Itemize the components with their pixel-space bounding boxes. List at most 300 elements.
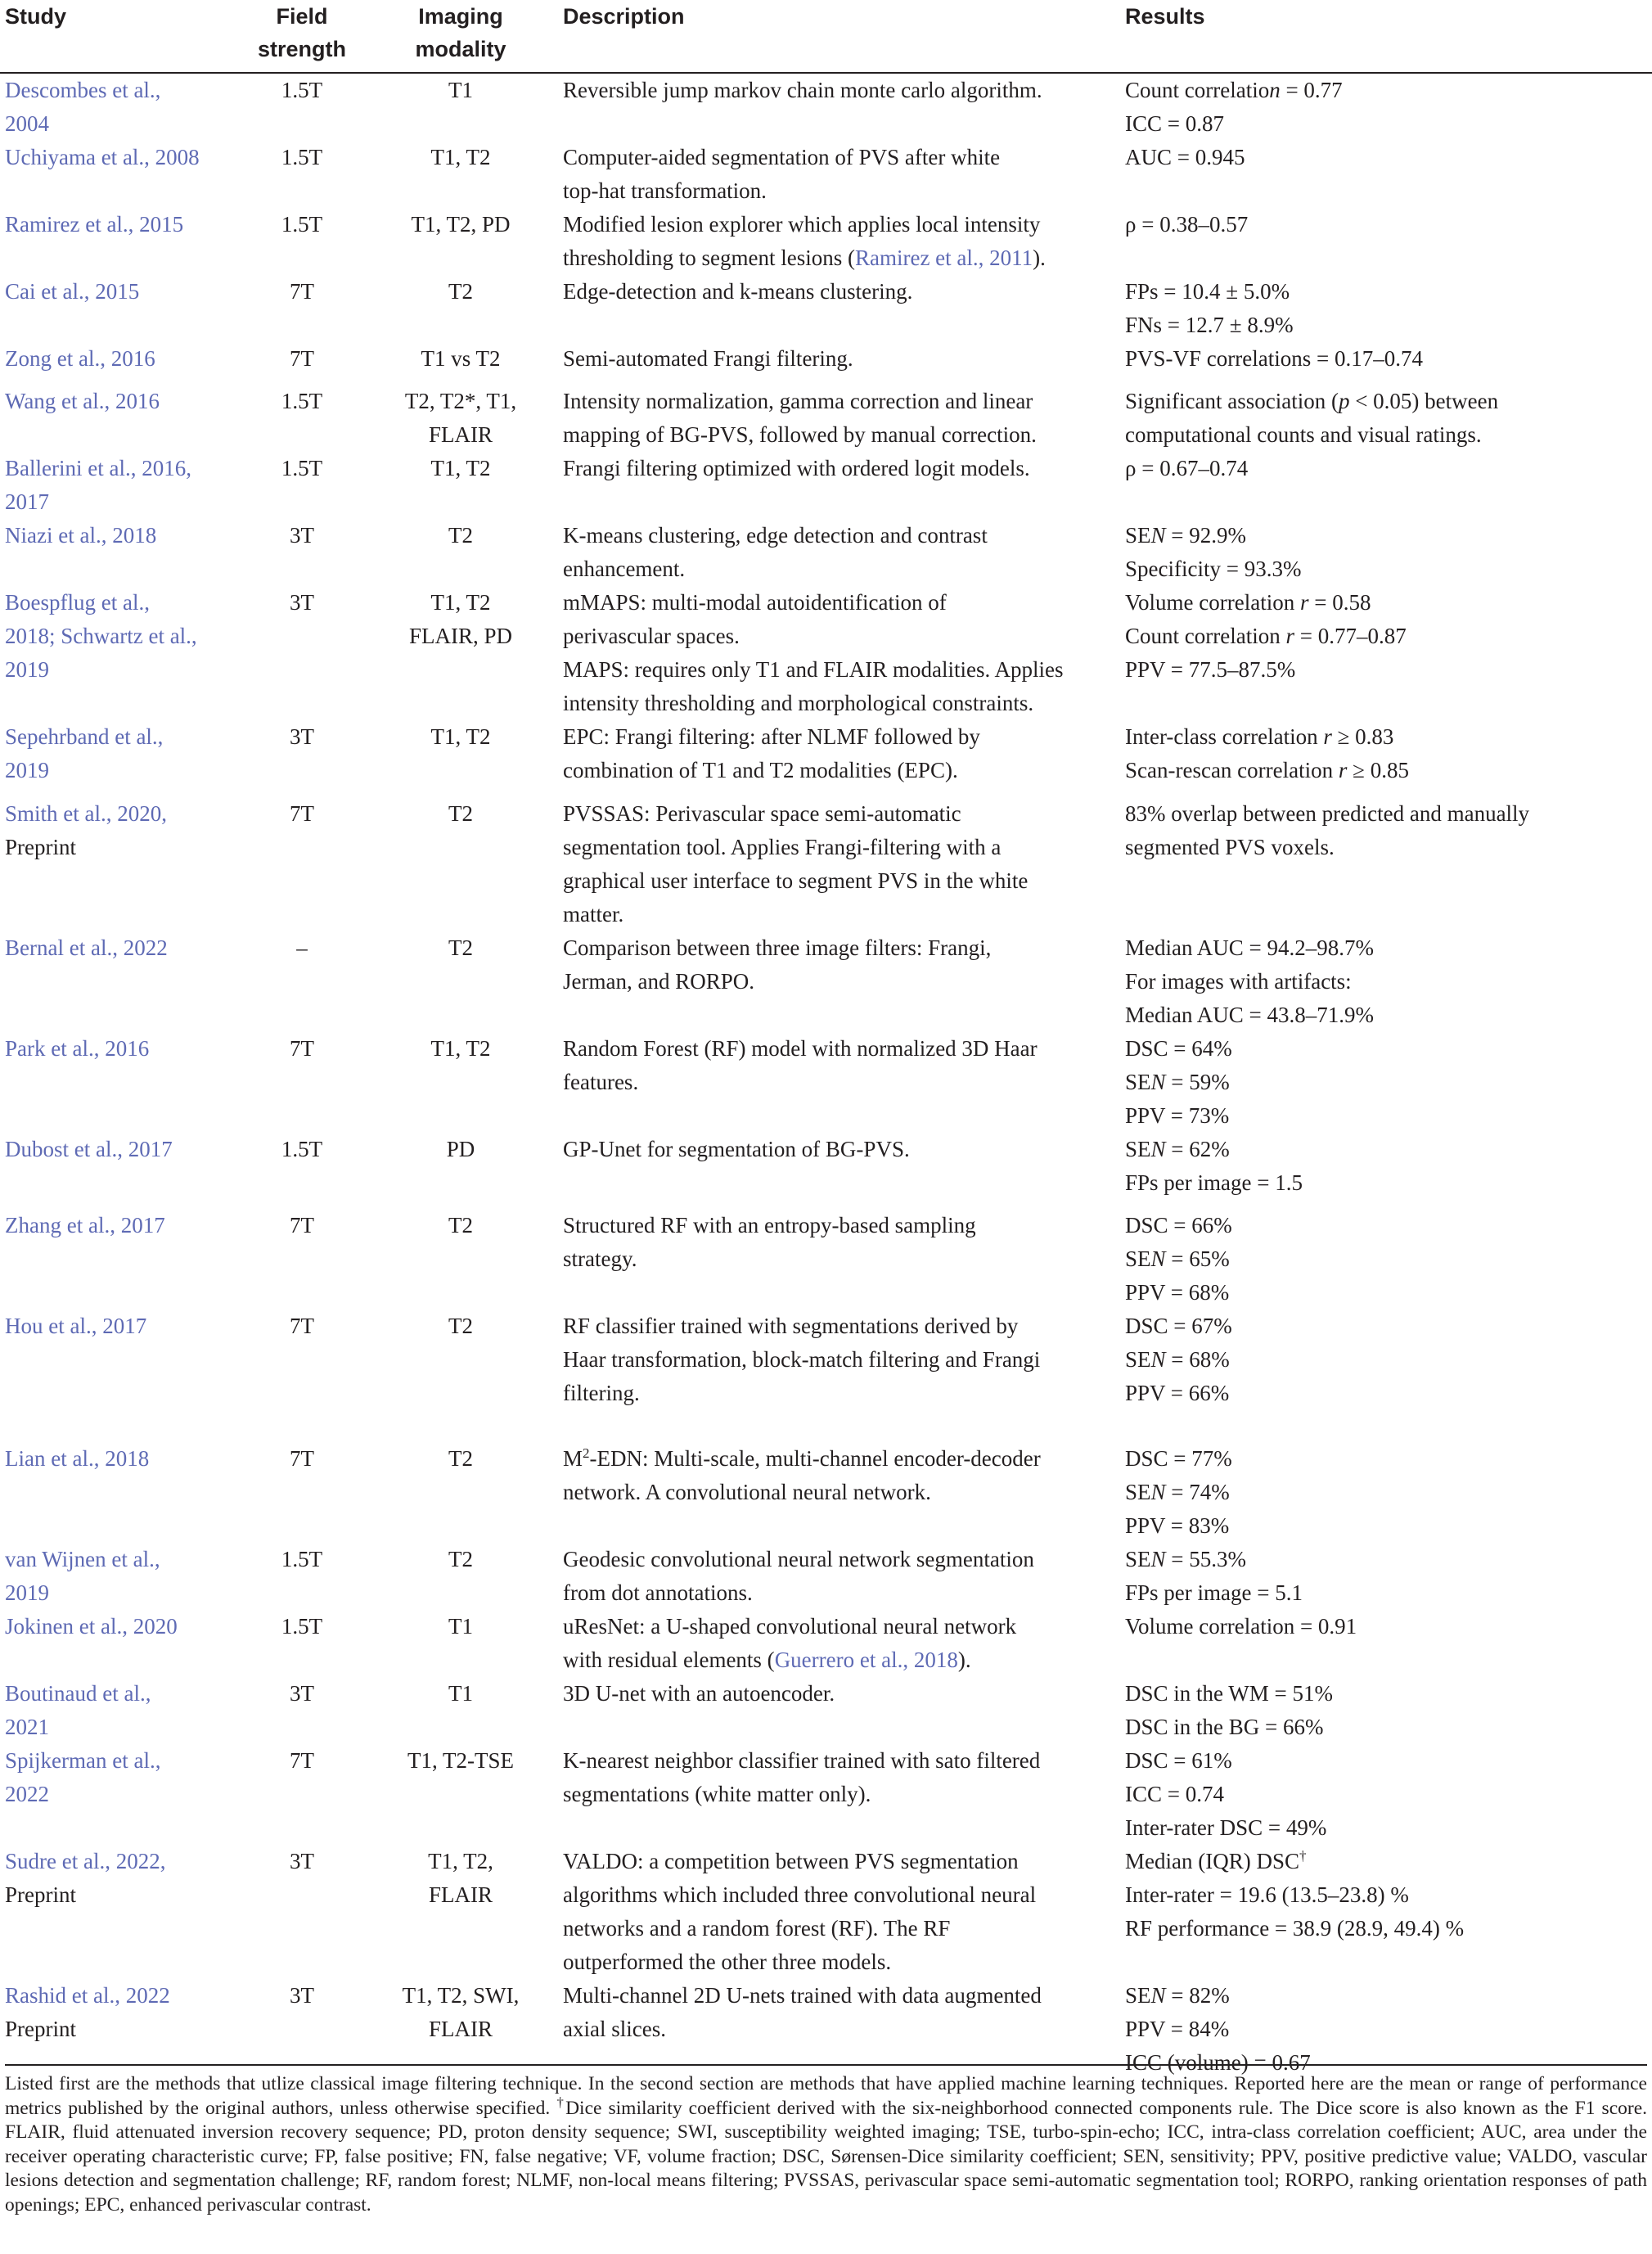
- field-strength-cell: [245, 1209, 358, 1310]
- imaging-modality-cell: [358, 208, 563, 275]
- study-line: [5, 1711, 245, 1744]
- citation-link[interactable]: Sudre et al., 2022,: [5, 1849, 166, 1873]
- citation-link[interactable]: 2019: [5, 1580, 49, 1605]
- citation-link[interactable]: Hou et al., 2017: [5, 1314, 147, 1338]
- imaging-modality-line: T2: [448, 1547, 473, 1571]
- study-cell: [0, 141, 245, 208]
- citation-link[interactable]: Boespflug et al.,: [5, 590, 150, 615]
- results-cell: [1125, 1845, 1652, 1979]
- study-line: [5, 1979, 245, 2013]
- table-row: [0, 452, 1652, 519]
- description-line: Intensity normalization, gamma correction and linear: [563, 389, 1033, 413]
- description-line: Geodesic convolutional neural network segmentation: [563, 1547, 1034, 1571]
- description-line: Haar transformation, block-match filtering and Frangi: [563, 1347, 1041, 1372]
- description-line: Edge-detection and k-means clustering.: [563, 279, 913, 304]
- field-strength-cell: [245, 797, 358, 931]
- results-line: SEN = 55.3%: [1125, 1547, 1246, 1571]
- description-line: intensity thresholding and morphological constraints.: [563, 691, 1034, 715]
- results-line: ICC = 0.87: [1125, 111, 1224, 136]
- table-row: [0, 385, 1652, 452]
- results-cell: [1125, 519, 1652, 586]
- study-cell: [0, 385, 245, 452]
- results-cell: [1125, 208, 1652, 275]
- citation-link[interactable]: Ramirez et al., 2011: [854, 246, 1033, 270]
- description-cell: [563, 385, 1125, 452]
- field-strength-cell: [245, 141, 358, 208]
- study-cell: [0, 1133, 245, 1209]
- description-line: Random Forest (RF) model with normalized 3D Haar: [563, 1036, 1038, 1061]
- results-line: SEN = 62%: [1125, 1137, 1230, 1161]
- field-strength-cell: [245, 1133, 358, 1209]
- field-strength-line: –: [296, 935, 308, 960]
- results-line: RF performance = 38.9 (28.9, 49.4) %: [1125, 1916, 1465, 1941]
- description-line: Modified lesion explorer which applies local intensity: [563, 212, 1041, 237]
- study-cell: [0, 342, 245, 385]
- field-strength-line: 1.5T: [281, 212, 323, 237]
- table-row: [0, 720, 1652, 797]
- study-line: [5, 1209, 245, 1242]
- field-strength-line: 7T: [290, 346, 314, 371]
- header-results: Results: [1125, 0, 1652, 73]
- description-line: Comparison between three image filters: Frangi,: [563, 935, 992, 960]
- results-cell: [1125, 385, 1652, 452]
- study-cell: [0, 1209, 245, 1310]
- field-strength-line: 7T: [290, 1036, 314, 1061]
- imaging-modality-line: T1, T2: [430, 724, 491, 749]
- citation-link[interactable]: 2004: [5, 111, 49, 136]
- imaging-modality-line: T1, T2,: [428, 1849, 493, 1873]
- study-line: [5, 1133, 245, 1166]
- citation-link[interactable]: Niazi et al., 2018: [5, 523, 157, 548]
- header-field-strength: [245, 0, 358, 73]
- imaging-modality-cell: [358, 519, 563, 586]
- results-line: DSC = 64%: [1125, 1036, 1232, 1061]
- description-cell: [563, 1310, 1125, 1442]
- study-cell: [0, 208, 245, 275]
- description-line: RF classifier trained with segmentations derived by: [563, 1314, 1019, 1338]
- field-strength-line: 1.5T: [281, 78, 323, 102]
- citation-link[interactable]: Spijkerman et al.,: [5, 1748, 161, 1773]
- results-line: computational counts and visual ratings.: [1125, 422, 1482, 447]
- imaging-modality-cell: [358, 342, 563, 385]
- table-row: [0, 1133, 1652, 1209]
- results-line: PPV = 68%: [1125, 1280, 1230, 1305]
- imaging-modality-cell: [358, 385, 563, 452]
- results-cell: [1125, 1543, 1652, 1610]
- study-line: [5, 1543, 245, 1576]
- table-body: [0, 73, 1652, 2085]
- table-row: [0, 1744, 1652, 1845]
- description-cell: [563, 275, 1125, 342]
- study-line: [5, 1576, 245, 1610]
- description-cell: [563, 1543, 1125, 1610]
- citation-link[interactable]: 2021: [5, 1715, 49, 1739]
- results-line: DSC in the BG = 66%: [1125, 1715, 1324, 1739]
- study-cell: [0, 73, 245, 141]
- results-line: FNs = 12.7 ± 8.9%: [1125, 313, 1294, 337]
- field-strength-line: 7T: [290, 1446, 314, 1471]
- study-line: [5, 275, 245, 309]
- results-line: DSC = 77%: [1125, 1446, 1232, 1471]
- table-footnote: Listed first are the methods that utlize classical image filtering technique. In the second section are methods that have applied machine learning techniques. Reported here are the mean or range of performance metrics published by the original authors, unless otherwise specified. †Dice similarity coefficient derived with the six-neighborhood connected components rule. The Dice score is also known as the F1 score. FLAIR, fluid attenuated inversion recovery sequence; PD, proton density sequence; SWI, susceptibility weighted imaging; TSE, turbo-spin-echo; ICC, intra-class correlation coefficient; AUC, area under the receiver operating characteristic curve; FP, false positive; FN, false negative; VF, volume fraction; DSC, Sørensen-Dice similarity coefficient; SEN, sensitivity; PPV, positive predictive value; VALDO, vascular lesions detection and segmentation challenge; RF, random forest; NLMF, non-local means filtering; PVSSAS, perivascular space semi-automatic segmentation tool; RORPO, ranking orientation responses of path openings; EPC, enhanced perivascular contrast.: [5, 2064, 1647, 2217]
- study-line: [5, 620, 245, 653]
- table-row: [0, 586, 1652, 720]
- description-line: algorithms which included three convolutional neural: [563, 1882, 1037, 1907]
- results-line: FPs = 10.4 ± 5.0%: [1125, 279, 1290, 304]
- description-line: network. A convolutional neural network.: [563, 1480, 931, 1504]
- study-line: [5, 1677, 245, 1711]
- description-cell: [563, 141, 1125, 208]
- study-cell: [0, 1032, 245, 1133]
- citation-link[interactable]: Bernal et al., 2022: [5, 935, 168, 960]
- description-cell: [563, 931, 1125, 1032]
- imaging-modality-line: T2: [448, 1314, 473, 1338]
- imaging-modality-cell: [358, 1610, 563, 1677]
- field-strength-line: 3T: [290, 724, 314, 749]
- field-strength-line: 1.5T: [281, 1547, 323, 1571]
- description-line: networks and a random forest (RF). The RF: [563, 1916, 951, 1941]
- study-cell: [0, 797, 245, 931]
- description-line: matter.: [563, 902, 624, 926]
- field-strength-line: 7T: [290, 1748, 314, 1773]
- description-cell: [563, 797, 1125, 931]
- citation-link[interactable]: Zong et al., 2016: [5, 346, 155, 371]
- field-strength-cell: [245, 931, 358, 1032]
- results-cell: [1125, 1744, 1652, 1845]
- results-line: PPV = 73%: [1125, 1103, 1230, 1128]
- description-line: features.: [563, 1070, 639, 1094]
- description-line: EPC: Frangi filtering: after NLMF followed by: [563, 724, 980, 749]
- results-line: DSC = 66%: [1125, 1213, 1232, 1237]
- description-cell: [563, 452, 1125, 519]
- description-cell: [563, 586, 1125, 720]
- results-cell: [1125, 1610, 1652, 1677]
- citation-link[interactable]: Wang et al., 2016: [5, 389, 160, 413]
- citation-link[interactable]: 2022: [5, 1782, 49, 1806]
- study-line: [5, 141, 245, 174]
- results-cell: [1125, 141, 1652, 208]
- results-line: Inter-class correlation r ≥ 0.83: [1125, 724, 1394, 749]
- citation-link[interactable]: Zhang et al., 2017: [5, 1213, 165, 1237]
- table-row: [0, 931, 1652, 1032]
- description-line: filtering.: [563, 1381, 640, 1405]
- results-line: Scan-rescan correlation r ≥ 0.85: [1125, 758, 1409, 782]
- description-line: from dot annotations.: [563, 1580, 753, 1605]
- description-cell: [563, 73, 1125, 141]
- results-line: PPV = 83%: [1125, 1513, 1230, 1538]
- description-line: Multi-channel 2D U-nets trained with data augmented: [563, 1983, 1042, 2008]
- results-line: PVS-VF correlations = 0.17–0.74: [1125, 346, 1423, 371]
- description-line: Frangi filtering optimized with ordered logit models.: [563, 456, 1030, 480]
- header-modality-line: Imaging: [418, 4, 503, 29]
- field-strength-line: 1.5T: [281, 1137, 323, 1161]
- field-strength-cell: [245, 720, 358, 797]
- field-strength-cell: [245, 342, 358, 385]
- citation-link[interactable]: Rashid et al., 2022: [5, 1983, 170, 2008]
- results-line: Inter-rater DSC = 49%: [1125, 1815, 1327, 1840]
- study-line: [5, 720, 245, 754]
- header-row: [0, 0, 1652, 73]
- table-row: [0, 1543, 1652, 1610]
- citation-link[interactable]: Ballerini et al., 2016,: [5, 456, 191, 480]
- description-cell: [563, 342, 1125, 385]
- description-line: 3D U-net with an autoencoder.: [563, 1681, 835, 1706]
- description-line: Computer-aided segmentation of PVS after white: [563, 145, 1001, 169]
- description-line: Structured RF with an entropy-based sampling: [563, 1213, 976, 1237]
- results-line: Volume correlation = 0.91: [1125, 1614, 1357, 1639]
- study-line: [5, 342, 245, 376]
- results-line: segmented PVS voxels.: [1125, 835, 1335, 859]
- citation-link[interactable]: Cai et al., 2015: [5, 279, 140, 304]
- citation-link[interactable]: Guerrero et al., 2018: [774, 1648, 958, 1672]
- study-cell: [0, 452, 245, 519]
- results-line: SEN = 92.9%: [1125, 523, 1246, 548]
- header-imaging-modality: [358, 0, 563, 73]
- citation-link[interactable]: 2019: [5, 657, 49, 682]
- results-line: SEN = 65%: [1125, 1246, 1230, 1271]
- table-row: [0, 1677, 1652, 1744]
- study-line: [5, 1442, 245, 1476]
- header-study: Study: [0, 0, 245, 73]
- results-line: DSC = 67%: [1125, 1314, 1232, 1338]
- field-strength-line: 7T: [290, 801, 314, 826]
- imaging-modality-line: T1, T2: [430, 145, 491, 169]
- results-cell: [1125, 797, 1652, 931]
- study-cell: [0, 1744, 245, 1845]
- table-row: [0, 1442, 1652, 1543]
- field-strength-line: 3T: [290, 590, 314, 615]
- description-line: axial slices.: [563, 2017, 666, 2041]
- results-cell: [1125, 1032, 1652, 1133]
- description-line: combination of T1 and T2 modalities (EPC).: [563, 758, 958, 782]
- description-line: VALDO: a competition between PVS segmentation: [563, 1849, 1019, 1873]
- imaging-modality-cell: [358, 1845, 563, 1979]
- field-strength-cell: [245, 73, 358, 141]
- description-cell: [563, 1677, 1125, 1744]
- study-line: [5, 931, 245, 965]
- citation-link[interactable]: 2017: [5, 489, 49, 514]
- results-line: FPs per image = 1.5: [1125, 1170, 1303, 1195]
- study-line: [5, 1610, 245, 1643]
- results-line: PPV = 66%: [1125, 1381, 1230, 1405]
- study-cell: [0, 931, 245, 1032]
- description-line: GP-Unet for segmentation of BG-PVS.: [563, 1137, 910, 1161]
- imaging-modality-line: T2, T2*, T1,: [404, 389, 517, 413]
- field-strength-cell: [245, 1543, 358, 1610]
- citation-link[interactable]: Smith et al., 2020,: [5, 801, 167, 826]
- results-line: SEN = 74%: [1125, 1480, 1230, 1504]
- imaging-modality-line: T1, T2-TSE: [407, 1748, 514, 1773]
- description-line: $M^2$-EDN: Multi-scale, multi-channel encoder-decoder: [563, 1445, 1041, 1471]
- study-line: [5, 208, 245, 241]
- field-strength-cell: [245, 208, 358, 275]
- study-cell: [0, 720, 245, 797]
- description-cell: [563, 1744, 1125, 1845]
- imaging-modality-line: T2: [448, 1446, 473, 1471]
- study-line: [5, 385, 245, 418]
- table-row: [0, 73, 1652, 141]
- citation-link[interactable]: Uchiyama et al., 2008: [5, 145, 200, 169]
- table-row: [0, 275, 1652, 342]
- imaging-modality-line: T1, T2, SWI,: [402, 1983, 520, 2008]
- results-line: Median (IQR) DSC†: [1125, 1848, 1307, 1873]
- header-description: Description: [563, 0, 1125, 73]
- description-line: segmentation tool. Applies Frangi-filtering with a: [563, 835, 1002, 859]
- results-line: AUC = 0.945: [1125, 145, 1245, 169]
- description-cell: [563, 519, 1125, 586]
- imaging-modality-line: T2: [448, 1213, 473, 1237]
- study-line: [5, 519, 245, 552]
- header-field-line: Field: [276, 4, 328, 29]
- study-cell: [0, 1845, 245, 1979]
- imaging-modality-cell: [358, 931, 563, 1032]
- results-line: ρ = 0.38–0.57: [1125, 212, 1249, 237]
- field-strength-cell: [245, 1310, 358, 1442]
- field-strength-cell: [245, 452, 358, 519]
- study-line: [5, 107, 245, 141]
- table-row: [0, 342, 1652, 385]
- results-cell: [1125, 931, 1652, 1032]
- results-line: For images with artifacts:: [1125, 969, 1352, 994]
- results-cell: [1125, 73, 1652, 141]
- imaging-modality-line: T1: [448, 78, 473, 102]
- imaging-modality-line: T1, T2: [430, 1036, 491, 1061]
- study-cell: [0, 519, 245, 586]
- imaging-modality-line: T1: [448, 1681, 473, 1706]
- field-strength-cell: [245, 1845, 358, 1979]
- field-strength-line: 7T: [290, 1213, 314, 1237]
- description-line: graphical user interface to segment PVS in the white: [563, 868, 1029, 893]
- table-row: [0, 208, 1652, 275]
- citation-link[interactable]: van Wijnen et al.,: [5, 1547, 160, 1571]
- citation-link[interactable]: Sepehrband et al.,: [5, 724, 164, 749]
- results-cell: [1125, 586, 1652, 720]
- imaging-modality-line: T2: [448, 279, 473, 304]
- field-strength-cell: [245, 1744, 358, 1845]
- results-line: DSC in the WM = 51%: [1125, 1681, 1333, 1706]
- table-row: [0, 1845, 1652, 1979]
- results-line: Median AUC = 94.2–98.7%: [1125, 935, 1374, 960]
- description-cell: [563, 720, 1125, 797]
- study-cell: [0, 586, 245, 720]
- description-line: strategy.: [563, 1246, 637, 1271]
- imaging-modality-cell: [358, 275, 563, 342]
- results-line: PPV = 84%: [1125, 2017, 1230, 2041]
- field-strength-cell: [245, 385, 358, 452]
- results-cell: [1125, 1209, 1652, 1310]
- table-row: [0, 1610, 1652, 1677]
- field-strength-line: 1.5T: [281, 389, 323, 413]
- results-line: ICC (volume) = 0.67: [1125, 2050, 1311, 2075]
- description-cell: [563, 1610, 1125, 1677]
- results-line: SEN = 59%: [1125, 1070, 1230, 1094]
- imaging-modality-line: T1, T2: [430, 590, 491, 615]
- field-strength-line: 3T: [290, 1983, 314, 2008]
- header-modality-line: modality: [415, 37, 506, 61]
- imaging-modality-line: FLAIR: [428, 422, 493, 447]
- imaging-modality-line: T1: [448, 1614, 473, 1639]
- description-line: Reversible jump markov chain monte carlo algorithm.: [563, 78, 1042, 102]
- citation-link[interactable]: Descombes et al.,: [5, 78, 161, 102]
- imaging-modality-line: FLAIR: [428, 2017, 493, 2041]
- imaging-modality-cell: [358, 1133, 563, 1209]
- field-strength-cell: [245, 519, 358, 586]
- field-strength-line: 3T: [290, 1849, 314, 1873]
- study-cell: [0, 1543, 245, 1610]
- field-strength-line: 7T: [290, 279, 314, 304]
- citation-link[interactable]: Lian et al., 2018: [5, 1446, 150, 1471]
- study-line: [5, 754, 245, 787]
- citation-link[interactable]: Jokinen et al., 2020: [5, 1614, 178, 1639]
- results-line: ρ = 0.67–0.74: [1125, 456, 1249, 480]
- description-line: K-nearest neighbor classifier trained with sato filtered: [563, 1748, 1041, 1773]
- results-cell: [1125, 1677, 1652, 1744]
- imaging-modality-cell: [358, 1032, 563, 1133]
- study-line: Preprint: [5, 1882, 76, 1907]
- table-row: [0, 519, 1652, 586]
- description-line: mMAPS: multi-modal autoidentification of: [563, 590, 947, 615]
- citation-link[interactable]: Boutinaud et al.,: [5, 1681, 151, 1706]
- results-cell: [1125, 275, 1652, 342]
- study-line: Preprint: [5, 835, 76, 859]
- table-row: [0, 1310, 1652, 1442]
- imaging-modality-cell: [358, 720, 563, 797]
- field-strength-line: 3T: [290, 1681, 314, 1706]
- imaging-modality-line: T2: [448, 935, 473, 960]
- study-line: [5, 653, 245, 687]
- table-row: [0, 1209, 1652, 1310]
- study-line: [5, 586, 245, 620]
- table-row: [0, 797, 1652, 931]
- results-line: Inter-rater = 19.6 (13.5–23.8) %: [1125, 1882, 1409, 1907]
- citation-link[interactable]: Dubost et al., 2017: [5, 1137, 173, 1161]
- field-strength-line: 7T: [290, 1314, 314, 1338]
- results-line: 83% overlap between predicted and manually: [1125, 801, 1530, 826]
- study-line: [5, 1845, 245, 1878]
- imaging-modality-cell: [358, 586, 563, 720]
- description-line: enhancement.: [563, 557, 686, 581]
- field-strength-line: 1.5T: [281, 145, 323, 169]
- study-line: [5, 1744, 245, 1778]
- imaging-modality-line: FLAIR, PD: [408, 624, 513, 648]
- description-line: PVSSAS: Perivascular space semi-automatic: [563, 801, 961, 826]
- imaging-modality-line: T2: [448, 523, 473, 548]
- results-line: Count correlation r = 0.77–0.87: [1125, 624, 1407, 648]
- field-strength-cell: [245, 1442, 358, 1543]
- results-line: Specificity = 93.3%: [1125, 557, 1302, 581]
- study-line: [5, 74, 245, 107]
- description-cell: [563, 1032, 1125, 1133]
- description-line: uResNet: a U-shaped convolutional neural network: [563, 1614, 1017, 1639]
- table-row: [0, 141, 1652, 208]
- imaging-modality-cell: [358, 452, 563, 519]
- citation-link[interactable]: Park et al., 2016: [5, 1036, 150, 1061]
- description-line: top-hat transformation.: [563, 178, 767, 203]
- field-strength-cell: [245, 275, 358, 342]
- results-cell: [1125, 1310, 1652, 1442]
- citation-link[interactable]: Ramirez et al., 2015: [5, 212, 184, 237]
- imaging-modality-cell: [358, 1310, 563, 1442]
- study-line: [5, 1778, 245, 1811]
- results-line: Volume correlation r = 0.58: [1125, 590, 1371, 615]
- description-line: segmentations (white matter only).: [563, 1782, 871, 1806]
- results-cell: [1125, 452, 1652, 519]
- citation-link[interactable]: 2019: [5, 758, 49, 782]
- imaging-modality-cell: [358, 1209, 563, 1310]
- results-cell: [1125, 1133, 1652, 1209]
- citation-link[interactable]: 2018; Schwartz et al.,: [5, 624, 197, 648]
- field-strength-line: 1.5T: [281, 1614, 323, 1639]
